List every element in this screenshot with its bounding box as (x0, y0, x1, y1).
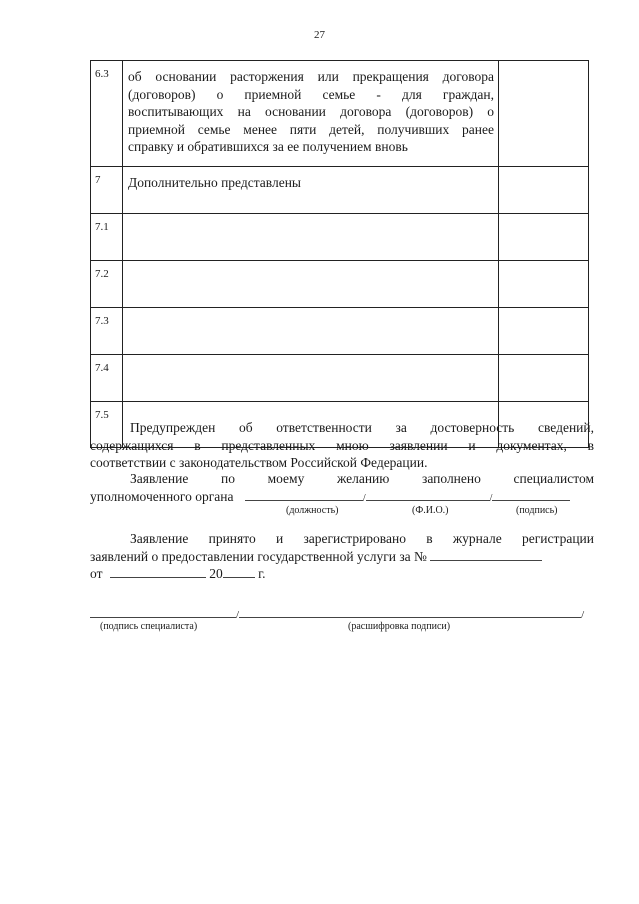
separator: / (489, 492, 493, 504)
description-line: об основании расторжения или прекращения договора (128, 69, 494, 84)
year-field[interactable] (223, 566, 255, 578)
registration-date-line (90, 565, 594, 583)
signature-decode-field[interactable] (239, 606, 581, 618)
registration-number-line (90, 548, 594, 566)
description-line: справку и обратившихся за ее получением вновь (128, 139, 408, 154)
date-day-month-field[interactable] (110, 566, 206, 578)
table-row (91, 214, 589, 261)
registration-paragraph (90, 530, 594, 583)
separator: / (581, 609, 585, 621)
documents-table (90, 60, 589, 448)
description-line: воспитывающих на основании договора (договоров) о (128, 104, 494, 119)
warning-paragraph (90, 419, 594, 472)
filled-by-line: Заявление по моему желанию заполнено специалистом (130, 471, 594, 486)
description-line: приемной семье менее пяти детей, получивших ранее (128, 121, 494, 137)
row-number: 7 (91, 167, 123, 214)
row-number: 7.1 (91, 214, 123, 261)
row-entry-cell[interactable] (123, 308, 499, 355)
specialist-signature-row (90, 606, 584, 621)
row-mark-cell[interactable] (499, 214, 589, 261)
caption-signature-decode: (расшифровка подписи) (348, 621, 451, 632)
row-number: 7.5 (91, 402, 123, 448)
authority-label: уполномоченного органа (90, 488, 234, 504)
fio-field[interactable] (366, 489, 490, 501)
row-mark-cell[interactable] (499, 261, 589, 308)
page-number: 27 (314, 29, 325, 41)
row-number: 7.2 (91, 261, 123, 308)
filled-by-paragraph (90, 470, 594, 507)
row-mark-cell[interactable] (499, 61, 589, 167)
caption-fio: (Ф.И.О.) (412, 505, 449, 516)
signature-field[interactable] (492, 489, 570, 501)
table-row (91, 167, 589, 214)
description-line: (договоров) о приемной семье - для граждан, (128, 86, 494, 102)
position-field[interactable] (245, 489, 363, 501)
table-row (91, 261, 589, 308)
row-description: Дополнительно представлены (123, 167, 499, 214)
row-entry-cell[interactable] (123, 214, 499, 261)
separator: / (362, 492, 366, 504)
warning-line: соответствии с законодательством Российской Федерации. (90, 455, 428, 470)
row-mark-cell[interactable] (499, 308, 589, 355)
registration-number-label: заявлений о предоставлении государственной услуги за № (90, 548, 427, 564)
specialist-signature-field[interactable] (90, 606, 236, 618)
caption-signature: (подпись) (516, 505, 558, 516)
year-suffix: г. (258, 566, 266, 581)
caption-specialist-signature: (подпись специалиста) (100, 621, 198, 632)
row-entry-cell[interactable] (123, 355, 499, 402)
table-row (91, 355, 589, 402)
caption-position: (должность) (286, 505, 339, 516)
row-description (123, 61, 499, 167)
date-from-label: от (90, 566, 103, 581)
year-prefix: 20 (209, 566, 223, 581)
warning-line: Предупрежден об ответственности за достоверность сведений, (130, 420, 594, 435)
table-row (91, 308, 589, 355)
registration-number-field[interactable] (430, 549, 542, 561)
row-number: 6.3 (91, 61, 123, 167)
warning-line: содержащихся в представленных мною заявлении и документах, в (90, 437, 594, 453)
separator: / (236, 609, 240, 621)
table-row (91, 61, 589, 167)
row-mark-cell[interactable] (499, 167, 589, 214)
row-number: 7.4 (91, 355, 123, 402)
registration-line: Заявление принято и зарегистрировано в журнале регистрации (130, 531, 594, 546)
row-entry-cell[interactable] (123, 261, 499, 308)
row-number: 7.3 (91, 308, 123, 355)
row-mark-cell[interactable] (499, 355, 589, 402)
